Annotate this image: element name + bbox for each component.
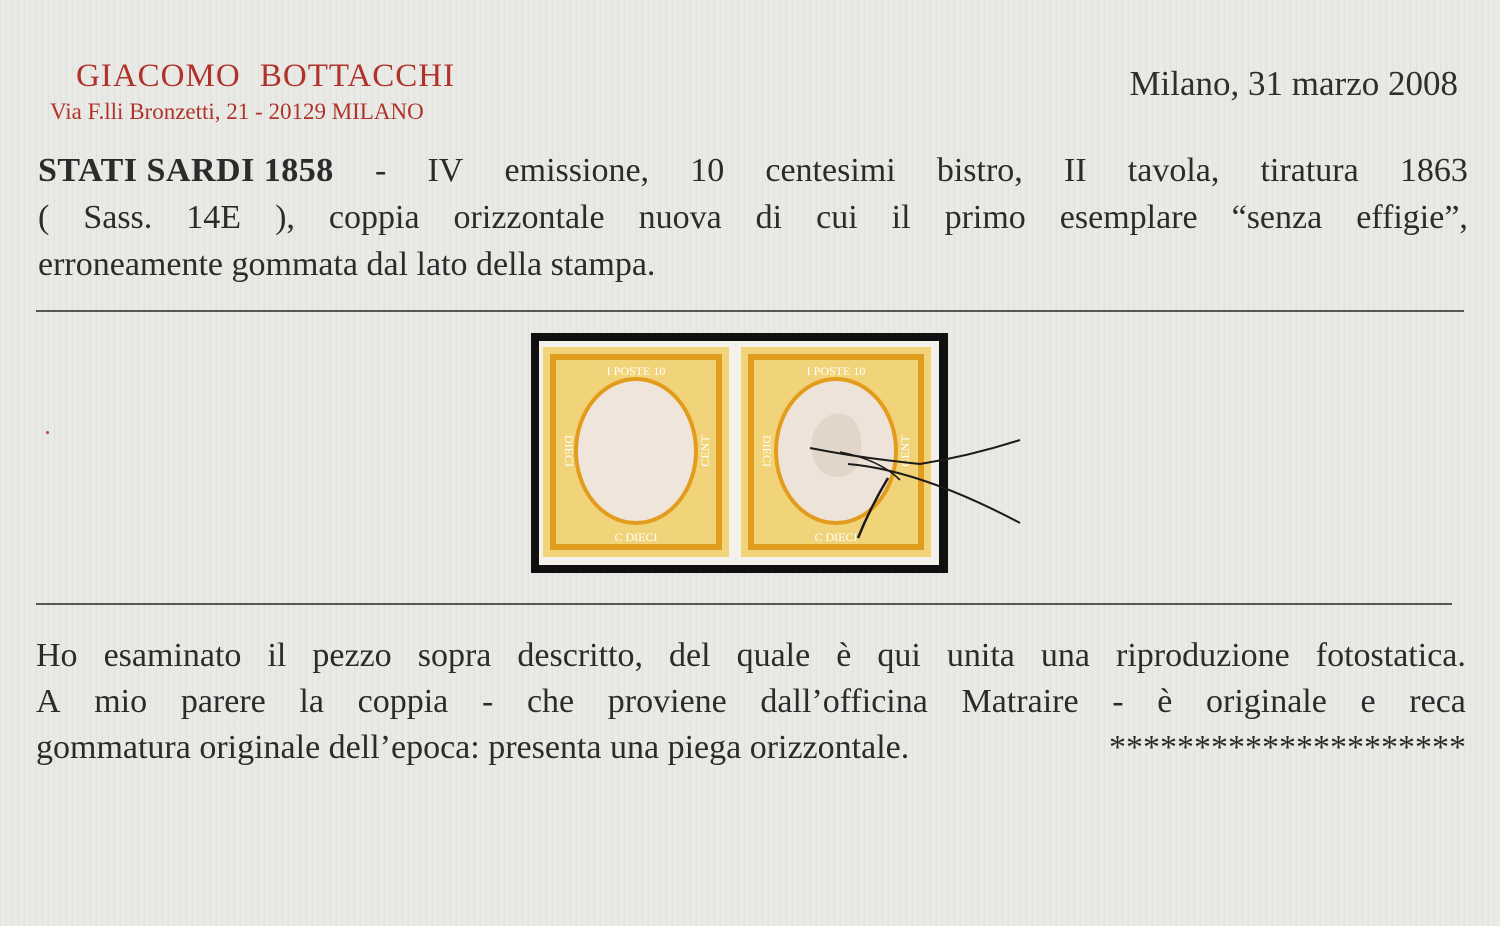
description-word: nuova bbox=[638, 199, 722, 236]
letterhead bbox=[50, 58, 560, 126]
description-word: II bbox=[1063, 152, 1087, 189]
cert-word: la bbox=[299, 683, 324, 720]
description-word: 14E bbox=[186, 199, 242, 236]
company-name: GIACOMO BOTTACCHI bbox=[76, 58, 456, 94]
cert-line-3-text: gommatura originale dell’epoca: presenta una piega orizzontale. bbox=[36, 729, 910, 766]
cert-word: esaminato bbox=[103, 637, 242, 674]
cert-word: riproduzione bbox=[1116, 637, 1290, 674]
stamp-description bbox=[38, 147, 1468, 288]
description-word: emissione, bbox=[504, 152, 650, 189]
ink-speck bbox=[46, 431, 49, 434]
description-word: “senza bbox=[1231, 199, 1323, 236]
cert-word: pezzo bbox=[312, 637, 392, 674]
description-word: di bbox=[755, 199, 783, 236]
description-word: coppia bbox=[328, 199, 420, 236]
cert-word: A bbox=[36, 683, 61, 720]
stamp-left-oval-blank bbox=[576, 379, 696, 523]
cert-word: coppia bbox=[357, 683, 449, 720]
stamp-right-side-label: DIECI bbox=[760, 435, 774, 467]
cert-word: sopra bbox=[417, 637, 492, 674]
cert-word: originale bbox=[1206, 683, 1327, 720]
place-date: Milano, 31 marzo 2008 bbox=[1129, 64, 1458, 103]
stamp-left-top-label: I POSTE 10 bbox=[606, 364, 666, 378]
company-address: Via F.lli Bronzetti, 21 - 20129 MILANO bbox=[50, 99, 424, 124]
stamp-left-side-label: DIECI bbox=[562, 435, 576, 467]
cert-word: Matraire bbox=[961, 683, 1079, 720]
cert-line-3 bbox=[36, 725, 1466, 771]
cert-word: reca bbox=[1409, 683, 1466, 720]
description-title: STATI SARDI 1858 bbox=[38, 152, 334, 189]
stamp-right-side-label-right: CENT bbox=[898, 435, 912, 467]
description-word: ( bbox=[38, 199, 50, 236]
cert-word: qui bbox=[877, 637, 921, 674]
cert-word: che bbox=[526, 683, 575, 720]
description-word: il bbox=[891, 199, 911, 236]
description-word: ), bbox=[275, 199, 295, 236]
cert-line-1 bbox=[36, 633, 1466, 679]
cert-word: fotostatica. bbox=[1315, 637, 1466, 674]
stamp-left-bottom-label: C DIECI bbox=[614, 530, 658, 544]
description-word: esemplare bbox=[1059, 199, 1198, 236]
description-word: effigie”, bbox=[1356, 199, 1468, 236]
description-word: 1863 bbox=[1399, 152, 1468, 189]
description-word: 10 bbox=[690, 152, 725, 189]
cert-word: quale bbox=[736, 637, 811, 674]
description-line-1 bbox=[38, 147, 1468, 194]
stamp-right-top-label: I POSTE 10 bbox=[806, 364, 866, 378]
cert-word: dall’officina bbox=[760, 683, 928, 720]
cert-word: Ho bbox=[36, 637, 78, 674]
description-word: tiratura bbox=[1260, 152, 1359, 189]
cert-word: - bbox=[481, 683, 494, 720]
description-line-3: erroneamente gommata dal lato della stampa. bbox=[38, 246, 656, 283]
cert-line-2 bbox=[36, 679, 1466, 725]
stamp-left-side-label-right: CENT bbox=[698, 435, 712, 467]
description-line-2 bbox=[38, 194, 1468, 241]
cert-line-3-stars: ********************* bbox=[1109, 729, 1466, 766]
cert-word: mio bbox=[94, 683, 148, 720]
pen-mark-signature bbox=[800, 430, 1030, 540]
description-word: IV bbox=[427, 152, 464, 189]
cert-word: proviene bbox=[607, 683, 727, 720]
stamp-left bbox=[543, 347, 729, 557]
cert-word: è bbox=[1157, 683, 1173, 720]
cert-word: il bbox=[267, 637, 287, 674]
cert-word: parere bbox=[180, 683, 266, 720]
divider-bottom bbox=[36, 603, 1452, 605]
description-word: primo bbox=[944, 199, 1026, 236]
cert-word: del bbox=[669, 637, 711, 674]
description-word: centesimi bbox=[765, 152, 896, 189]
stamp-right-bottom-label: C DIECI bbox=[814, 530, 858, 544]
divider-top bbox=[36, 310, 1464, 312]
description-word: - bbox=[374, 152, 387, 189]
cert-word: è bbox=[836, 637, 852, 674]
cert-word: - bbox=[1112, 683, 1124, 720]
description-word: Sass. bbox=[83, 199, 153, 236]
description-word: bistro, bbox=[936, 152, 1023, 189]
certification-text bbox=[36, 633, 1466, 771]
pen-stroke-2 bbox=[848, 464, 1020, 523]
pen-stroke-3 bbox=[858, 478, 888, 538]
cert-word: unita bbox=[946, 637, 1015, 674]
description-word: cui bbox=[816, 199, 858, 236]
cert-word: descritto, bbox=[517, 637, 643, 674]
description-word: orizzontale bbox=[453, 199, 605, 236]
description-word: tavola, bbox=[1127, 152, 1220, 189]
cert-word: una bbox=[1040, 637, 1090, 674]
cert-word: e bbox=[1360, 683, 1376, 720]
